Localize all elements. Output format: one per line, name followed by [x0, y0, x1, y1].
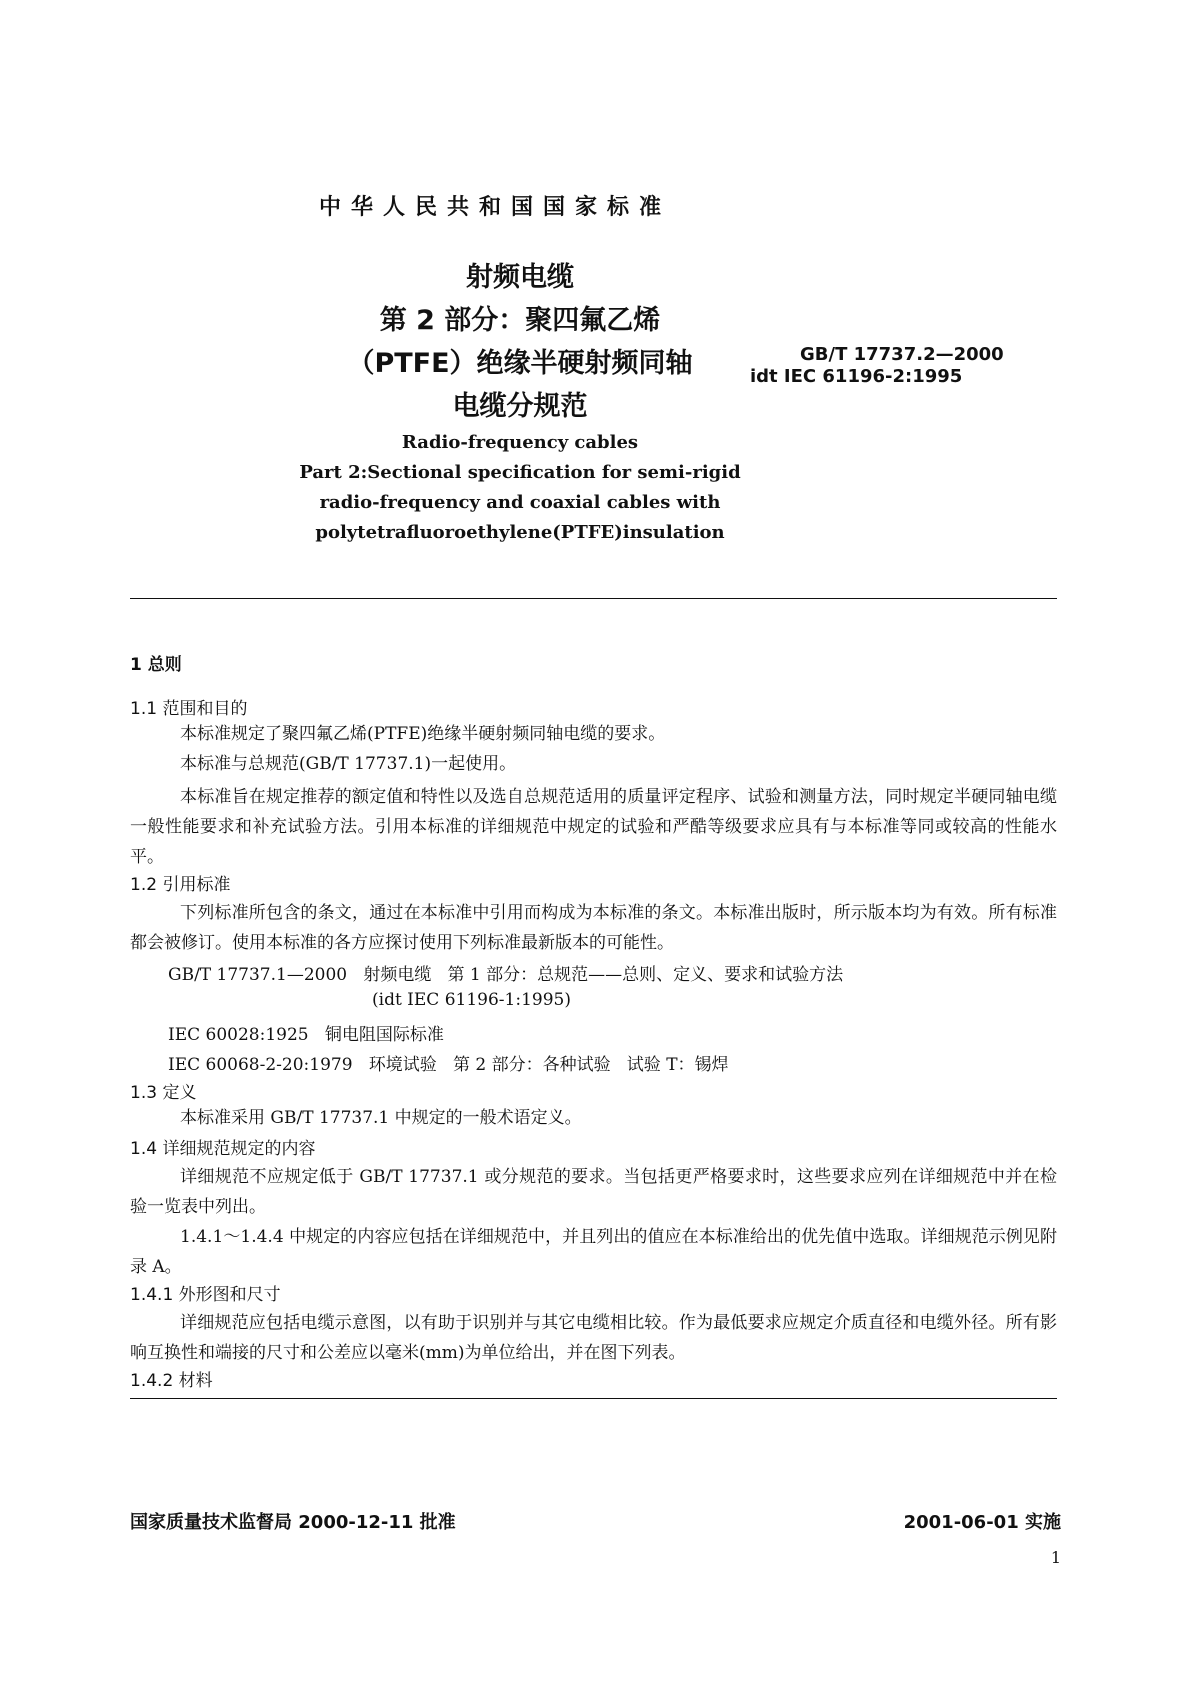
title-cn-line-2: 第 2 部分：聚四氟乙烯: [379, 305, 661, 336]
footer-divider: [130, 1398, 1057, 1399]
title-en-line-3: radio-frequency and coaxial cables with: [319, 492, 721, 513]
reference-iec-60028: IEC 60028:1925 铜电阻国际标准: [168, 1025, 444, 1045]
idt-code: idt IEC 61196-2:1995: [750, 366, 963, 387]
section-1-1-paragraph-3: 本标准旨在规定推荐的额定值和特性以及选自总规范适用的质量评定程序、试验和测量方法，同时规定半硬同轴电缆一般性能要求和补充试验方法。引用本标准的详细规范中规定的试验和严酷等级要求应具有与本标准等同或较高的性能水平。: [130, 787, 1057, 867]
section-1-4-heading: 1.4 详细规范规定的内容: [130, 1139, 316, 1159]
title-cn-line-3: （PTFE）绝缘半硬射频同轴: [347, 348, 693, 379]
section-1-4-paragraph-1: 详细规范不应规定低于 GB/T 17737.1 或分规范的要求。当包括更严格要求时，这些要求应列在详细规范中并在检验一览表中列出。: [130, 1167, 1057, 1217]
reference-iec-60068-2-20: IEC 60068-2-20:1979 环境试验 第 2 部分：各种试验 试验 T：锡焊: [168, 1055, 729, 1075]
implementation-date: 2001-06-01 实施: [903, 1512, 1061, 1533]
approval-date: 国家质量技术监督局 2000-12-11 批准: [130, 1512, 456, 1533]
section-1-3-heading: 1.3 定义: [130, 1083, 197, 1103]
section-1-4-2-heading: 1.4.2 材料: [130, 1371, 213, 1391]
title-en-line-4: polytetrafluoroethylene(PTFE)insulation: [315, 522, 725, 543]
section-1-4-paragraph-2: 1.4.1～1.4.4 中规定的内容应包括在详细规范中，并且列出的值应在本标准给出的优先值中选取。详细规范示例见附录 A。: [130, 1227, 1057, 1277]
section-1-heading: 1 总则: [130, 655, 182, 675]
national-standard-heading: 中华人民共和国国家标准: [318, 195, 671, 220]
section-1-3-paragraph-1: 本标准采用 GB/T 17737.1 中规定的一般术语定义。: [180, 1108, 582, 1128]
standard-code: GB/T 17737.2—2000: [800, 344, 1004, 365]
reference-gb-17737-1-idt: (idt IEC 61196-1:1995): [372, 990, 571, 1010]
section-1-4-1-paragraph-1: 详细规范应包括电缆示意图，以有助于识别并与其它电缆相比较。作为最低要求应规定介质直径和电缆外径。所有影响互换性和端接的尺寸和公差应以毫米(mm)为单位给出，并在图下列表。: [130, 1313, 1057, 1363]
section-1-1-paragraph-2: 本标准与总规范(GB/T 17737.1)一起使用。: [180, 754, 517, 774]
title-en-line-2: Part 2:Sectional specification for semi-rigid: [299, 462, 741, 483]
page-number: 1: [1050, 1548, 1061, 1567]
title-cn-line-4: 电缆分规范: [452, 391, 588, 422]
title-cn-line-1: 射频电缆: [466, 262, 574, 293]
section-1-2-paragraph-1: 下列标准所包含的条文，通过在本标准中引用而构成为本标准的条文。本标准出版时，所示版本均为有效。所有标准都会被修订。使用本标准的各方应探讨使用下列标准最新版本的可能性。: [130, 903, 1057, 953]
section-1-4-1-heading: 1.4.1 外形图和尺寸: [130, 1285, 281, 1305]
section-1-1-paragraph-1: 本标准规定了聚四氟乙烯(PTFE)绝缘半硬射频同轴电缆的要求。: [180, 724, 666, 744]
section-1-2-heading: 1.2 引用标准: [130, 875, 231, 895]
section-1-1-heading: 1.1 范围和目的: [130, 699, 248, 719]
title-en-line-1: Radio-frequency cables: [401, 432, 639, 453]
reference-gb-17737-1: GB/T 17737.1—2000 射频电缆 第 1 部分：总规范——总则、定义、要求和试验方法: [168, 965, 844, 985]
header-divider: [130, 598, 1057, 599]
